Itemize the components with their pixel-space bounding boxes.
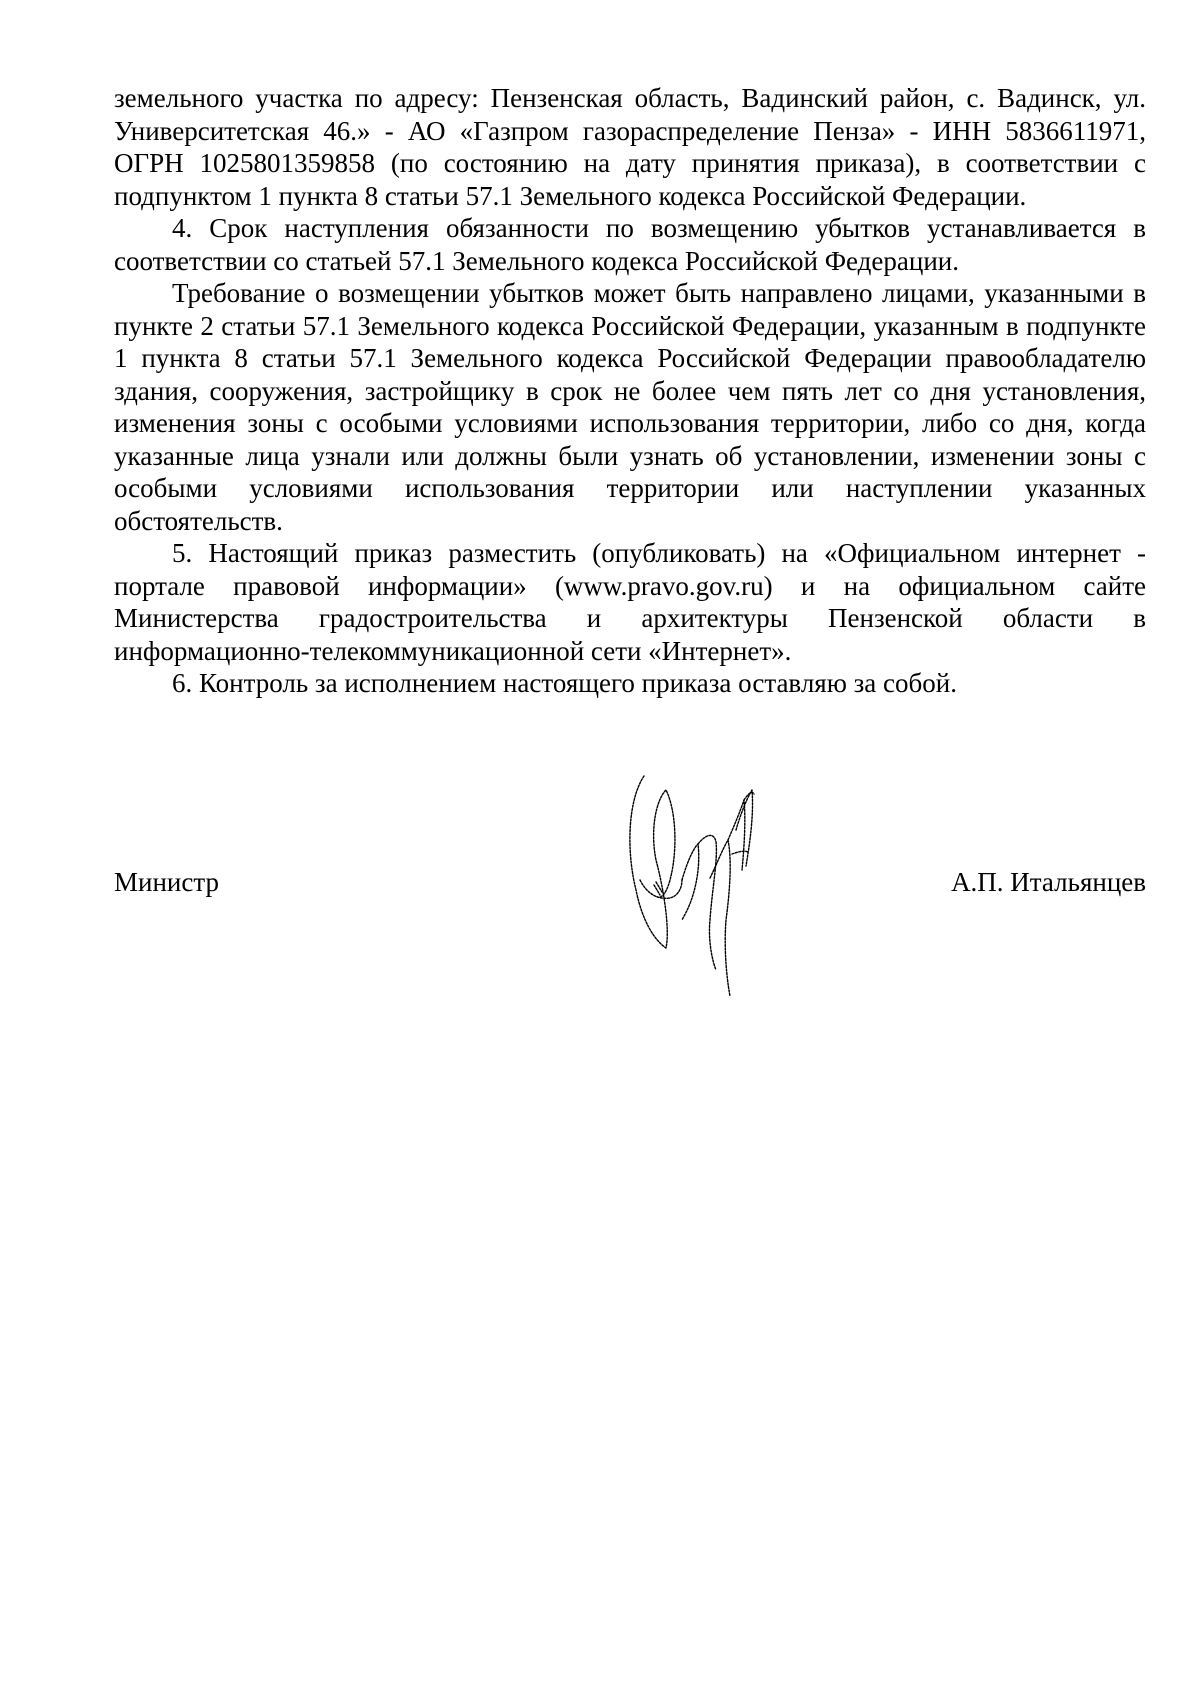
- paragraph-item-5: 5. Настоящий приказ разместить (опубликовать) на «Официальном интернет - портале правовой информации» (www.pravo.gov.ru) и на официальном сайте Министерства градостроительства и архитектуры Пензенской области в информационно-телекоммуникационной сети «Интернет».: [114, 538, 1146, 666]
- paragraph-item-4: 4. Срок наступления обязанности по возмещению убытков устанавливается в соответствии со статьей 57.1 Земельного кодекса Российской Федерации.: [114, 213, 1146, 276]
- signer-position: Министр: [114, 867, 219, 897]
- paragraph-continuation: земельного участка по адресу: Пензенская область, Вадинский район, с. Вадинск, ул. Университетская 46.» - АО «Газпром газораспределение Пенза» - ИНН 5836611971, ОГРН 1025801359858 (по состоянию на дату принятия приказа), в соответствии с подпунктом 1 пункта 8 статьи 57.1 Земельного кодекса Российской Федерации.: [114, 83, 1146, 211]
- document-body: [114, 82, 1146, 700]
- paragraph-item-6: 6. Контроль за исполнением настоящего приказа оставляю за собой.: [172, 668, 957, 698]
- paragraph-compensation-claim: Требование о возмещении убытков может быть направлено лицами, указанными в пункте 2 статьи 57.1 Земельного кодекса Российской Федерации, указанным в подпункте 1 пункта 8 статьи 57.1 Земельного кодекса Российской Федерации правообладателю здания, сооружения, застройщику в срок не более чем пять лет со дня установления, изменения зоны с особыми условиями использования территории, либо со дня, когда указанные лица узнали или должны были узнать об установлении, изменении зоны с особыми условиями использования территории или наступлении указанных обстоятельств.: [114, 278, 1146, 536]
- signer-name: А.П. Итальянцев: [951, 867, 1146, 897]
- signature-block: [114, 866, 1146, 906]
